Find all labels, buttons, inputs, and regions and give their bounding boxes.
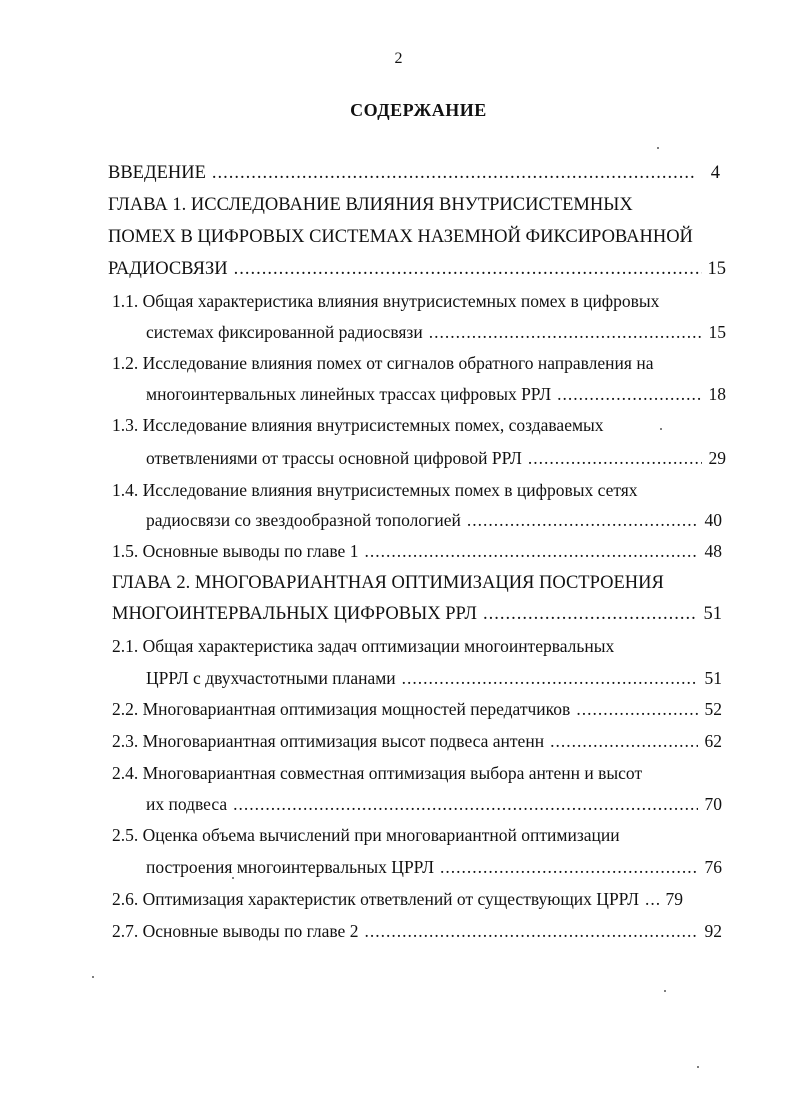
toc-entry-page: 79	[665, 889, 683, 909]
toc-leader	[234, 258, 702, 280]
toc-entry-page: 51	[703, 604, 722, 624]
toc-entry-page: 51	[704, 668, 722, 688]
scan-speck	[697, 1066, 699, 1068]
toc-section-1-3-line-1	[112, 414, 604, 436]
toc-entry-text: 2.6. Оптимизация характеристик ответвлений от существующих ЦРРЛ	[112, 889, 639, 909]
toc-leader	[212, 162, 696, 184]
scan-speck	[657, 147, 659, 149]
toc-entry-text: 1.1. Общая характеристика влияния внутрисистемных помех в цифровых	[112, 291, 660, 311]
toc-entry-text: 1.5. Основные выводы по главе 1	[112, 541, 359, 561]
toc-section-2-6	[112, 888, 722, 910]
toc-entry-page: 52	[704, 699, 722, 719]
toc-chapter-1-line-1	[108, 194, 633, 216]
toc-entry-text: ПОМЕХ В ЦИФРОВЫХ СИСТЕМАХ НАЗЕМНОЙ ФИКСИРОВАННОЙ	[108, 227, 693, 247]
toc-leader	[576, 698, 698, 720]
toc-leader	[364, 920, 698, 942]
toc-entry-text: 2.4. Многовариантная совместная оптимизация выбора антенн и высот	[112, 763, 643, 783]
toc-section-2-1-line-2	[146, 667, 722, 689]
toc-entry-text: 2.2. Многовариантная оптимизация мощностей передатчиков	[112, 699, 571, 719]
toc-entry-text: ответвлениями от трассы основной цифровой РРЛ	[146, 448, 522, 468]
toc-section-1-5	[112, 540, 722, 562]
toc-section-2-4-line-1	[112, 762, 642, 784]
toc-section-1-3-line-2	[146, 447, 726, 469]
scan-speck	[232, 877, 234, 879]
scan-speck	[664, 990, 666, 992]
toc-entry-text: ЦРРЛ с двухчастотными планами	[146, 668, 396, 688]
toc-entry-text: 1.3. Исследование влияния внутрисистемных помех, создаваемых	[112, 415, 604, 435]
toc-section-1-4-line-2	[146, 509, 722, 531]
toc-leader	[528, 447, 702, 469]
toc-section-1-2-line-1	[112, 352, 653, 374]
toc-entry-page: 70	[704, 794, 722, 814]
toc-entry-text: 2.5. Оценка объема вычислений при многовариантной оптимизации	[112, 825, 620, 845]
toc-section-1-1-line-2	[146, 321, 726, 343]
toc-entry-text: 2.7. Основные выводы по главе 2	[112, 921, 359, 941]
toc-leader	[483, 603, 698, 625]
toc-entry-page: 4	[710, 163, 720, 183]
toc-leader	[440, 856, 698, 878]
toc-entry-text: 2.3. Многовариантная оптимизация высот подвеса антенн	[112, 731, 545, 751]
toc-entry-text: 2.1. Общая характеристика задач оптимизации многоинтервальных	[112, 636, 615, 656]
toc-entry-text: ВВЕДЕНИЕ	[108, 163, 206, 183]
toc-entry-text: построения многоинтервальных ЦРРЛ	[146, 857, 434, 877]
toc-entry-page: 29	[708, 448, 726, 468]
toc-chapter-1-line-2	[108, 226, 693, 248]
toc-section-1-1-line-1	[112, 290, 659, 312]
toc-entry-page: 62	[704, 731, 722, 751]
toc-section-2-3	[112, 730, 722, 752]
page-number: 2	[394, 50, 403, 67]
toc-leader	[364, 540, 698, 562]
toc-entry-text: 1.4. Исследование влияния внутрисистемных помех в цифровых сетях	[112, 480, 638, 500]
toc-entry-text: многоинтервальных линейных трассах цифровых РРЛ	[146, 384, 552, 404]
toc-entry-page: 40	[704, 510, 722, 530]
toc-entry-text: системах фиксированной радиосвязи	[146, 322, 423, 342]
toc-chapter-2-line-1	[112, 572, 664, 594]
toc-entry-text: МНОГОИНТЕРВАЛЬНЫХ ЦИФРОВЫХ РРЛ	[112, 604, 477, 624]
toc-entry-page: 15	[708, 322, 726, 342]
toc-entry-page: 18	[708, 384, 726, 404]
toc-chapter-1-line-3	[108, 258, 726, 280]
toc-section-2-7	[112, 920, 722, 942]
toc-entry-text: РАДИОСВЯЗИ	[108, 259, 228, 279]
toc-entry-text: ГЛАВА 1. ИССЛЕДОВАНИЕ ВЛИЯНИЯ ВНУТРИСИСТЕМНЫХ	[108, 195, 633, 215]
toc-entry-text: ГЛАВА 2. МНОГОВАРИАНТНАЯ ОПТИМИЗАЦИЯ ПОСТРОЕНИЯ	[112, 573, 664, 593]
toc-entry-introduction	[108, 162, 720, 184]
toc-section-1-2-line-2	[146, 383, 726, 405]
scan-speck	[92, 976, 94, 978]
toc-section-2-5-line-1	[112, 824, 620, 846]
toc-entry-page: 15	[707, 259, 726, 279]
toc-leader	[550, 730, 698, 752]
toc-leader	[429, 321, 702, 343]
scan-speck	[660, 428, 662, 430]
toc-entry-text: их подвеса	[146, 794, 228, 814]
toc-leader	[645, 888, 659, 910]
toc-section-1-4-line-1	[112, 479, 638, 501]
toc-section-2-5-line-2	[146, 856, 722, 878]
toc-leader	[402, 667, 698, 689]
toc-leader	[557, 383, 702, 405]
toc-entry-text: радиосвязи со звездообразной топологией	[146, 510, 461, 530]
toc-entry-page: 92	[704, 921, 722, 941]
toc-section-2-4-line-2	[146, 793, 722, 815]
toc-section-2-1-line-1	[112, 635, 614, 657]
toc-chapter-2-line-2	[112, 603, 722, 625]
toc-entry-page: 76	[704, 857, 722, 877]
toc-leader	[467, 509, 698, 531]
toc-entry-text: 1.2. Исследование влияния помех от сигналов обратного направления на	[112, 353, 654, 373]
toc-section-2-2	[112, 698, 722, 720]
toc-entry-page: 48	[704, 541, 722, 561]
page-title: СОДЕРЖАНИЕ	[350, 100, 487, 120]
toc-leader	[233, 793, 698, 815]
